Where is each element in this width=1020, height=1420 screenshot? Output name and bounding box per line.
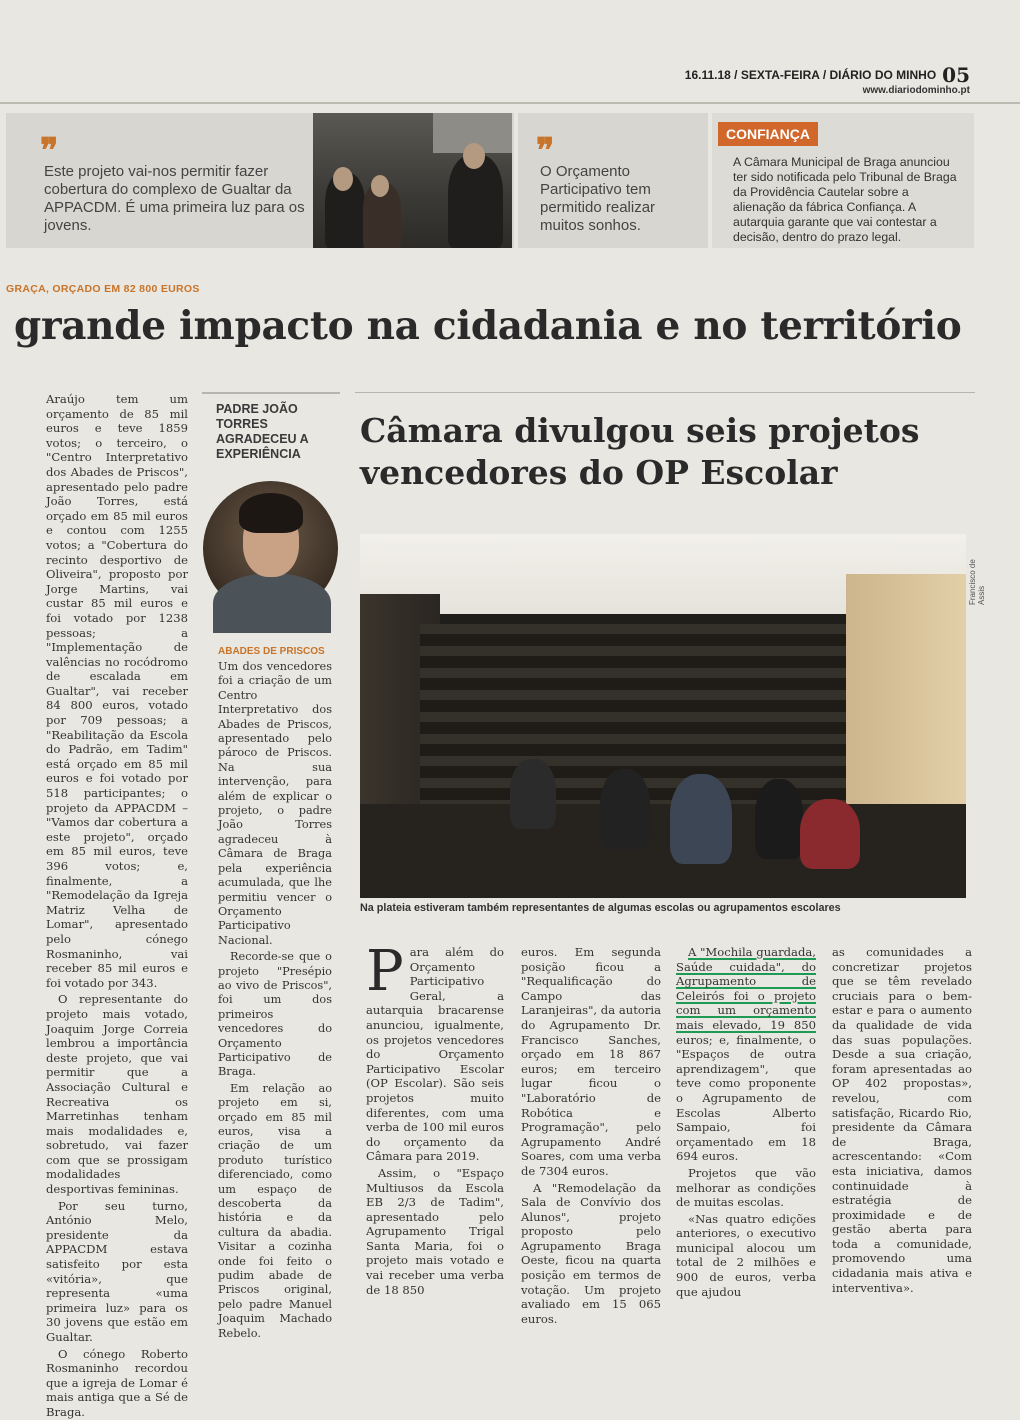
page-number: 05 (942, 63, 970, 87)
photo-credit: Francisco de Assis (968, 559, 986, 605)
article-column-2 (521, 945, 661, 1326)
portrait-body-shape (213, 573, 331, 633)
left-column-paragraph: Araújo tem um orçamento de 85 mil euros e teve 1859 votos; o terceiro, o "Centro Interpretativo dos Abades de Priscos", apresentado pelo padre João Torres, está orçado em 85 mil euros e contou com 1255 votos; a "Cobertura do recinto desportivo de Oliveira", proposto por Jorge Martins, vai custar 85 mil euros e foi votado por 1238 pessoas; a "Implementação de valências no rocódromo de escalada em Gualtar", vai receber 84 800 euros, votado por 709 pessoas; a "Reabilitação da Escola do Padrão, em Tadim" está orçado em 85 mil euros e foi votado por 518 participantes; o projeto da APPACDM – "Vamos dar cobertura a este projeto", orçado em 85 mil euros, teve 396 votos; e, finalmente, a "Remodelação da Igreja Matriz Velha de Lomar", apresentado pelo cónego Rosmaninho, vai receber 85 mil euros e foi votado por 343. (46, 392, 188, 990)
sidebar-column (218, 660, 332, 1341)
article-paragraph: Projetos que vão melhorar as condições de muitas escolas. (676, 1165, 816, 1210)
face-shape (463, 143, 485, 169)
article-paragraph: euros. Em segunda posição ficou a "Requalificação do Campo das Laranjeiras", da autoria do Agrupamento Dr. Francisco Sanches, orçado em 18 867 euros; em terceiro lugar ficou o "Laboratório de Robótica e Programação", pelo Agrupamento André Soares, com uma verba de 7304 euros. (521, 945, 662, 1178)
header-rule (0, 102, 1020, 104)
person-shape (448, 155, 503, 248)
article-rule (355, 392, 975, 393)
floor-shape (360, 804, 966, 898)
header-date: 16.11.18 / SEXTA-FEIRA / DIÁRIO DO MINHO (684, 68, 937, 82)
left-column-paragraph: O representante do projeto mais votado, Joaquim Jorge Correia lembrou a importância deste projeto, que vai permitir que a Associação Cultural e Recreativa os Marretinhas tenham mais modalidades e, sobretudo, vai fazer com que se prossigam modalidades desportivas femininas. (46, 992, 188, 1197)
sidebar-paragraph: Um dos vencedores foi a criação de um Centro Interpretativo dos Abades de Priscos, apresentado pelo pároco de Priscos. Na sua intervenção, para além de explicar o projeto, o padre João Torres agradeceu à Câmara de Braga pela experiência acumulada, que lhe permitiu vencer o Orçamento Participativo Nacional. (218, 660, 332, 947)
article-column-1 (366, 939, 504, 1297)
audience-member-shape (800, 799, 860, 869)
article-title: Câmara divulgou seis projetos vencedores do OP Escolar (360, 411, 920, 492)
left-column-paragraph: Por seu turno, António Melo, presidente da APPACDM estava satisfeito por esta «vitória», que representa «uma primeira luz» para os 30 jovens que estão em Gualtar. (46, 1198, 188, 1344)
article-paragraph: Assim, o "Espaço Multiusos da Escola EB 2/3 de Tadim", apresentado pelo Agrupamento Trigal Santa Maria, foi o projeto mais votado e vai receber uma verba de 18 850 (366, 1165, 504, 1297)
site-url[interactable]: www.diariodominho.pt (862, 85, 970, 96)
article-paragraph: A "Remodelação da Sala de Convívio dos Alunos", projeto proposto pelo Agrupamento Braga Oeste, ficou na quarta posição em termos de votação. Um projeto avaliado em 15 065 euros. (521, 1180, 661, 1326)
article-paragraph: «Nas quatro edições anteriores, o executivo municipal alocou um total de 2 milhões e 900 de euros, verba que ajudou (676, 1211, 816, 1299)
article-paragraph: ara além do Orçamento Participativo Geral, a autarquia bracarense anunciou, igualmente, os projetos vencedores do Orçamento Participativo Escolar (OP Escolar). São seis projetos muito diferentes, com uma verba de 100 mil euros do orçamento da Câmara para 2019. (366, 945, 504, 1164)
sidebar-heading: PADRE JOÃO TORRES AGRADECEU A EXPERIÊNCIA (216, 402, 309, 461)
quote-mark-icon: ❞ (536, 131, 555, 171)
photo-caption: Na plateia estiveram também representantes de algumas escolas ou agrupamentos escolares (360, 902, 841, 914)
sidebar-sub-label: ABADES DE PRISCOS (218, 646, 325, 657)
left-column-paragraph: O cónego Roberto Rosmaninho recordou que a igreja de Lomar é mais antiga que a Sé de Braga. (46, 1346, 188, 1419)
article-column-3 (676, 945, 816, 1299)
page-headline: grande impacto na cidadania e no território (14, 303, 962, 349)
article-column-4 (832, 945, 972, 1295)
sidebar-paragraph: Em relação ao projeto em si, orçado em 85 mil euros, visa a criação de um produto turístico diferenciado, como um espaço de descoberta da história e da cultura da abadia. Visitar a cozinha onde foi feito o pudim abade de Priscos original, pelo padre Manuel Joaquim Machado Rebelo. (218, 1081, 332, 1340)
quote-mark-icon: ❞ (40, 131, 59, 171)
sidebar-rule (202, 392, 340, 394)
portrait-photo (203, 481, 338, 616)
audience-member-shape (510, 759, 556, 829)
portrait-hair-shape (239, 493, 303, 533)
quote-text-left: Este projeto vai-nos permitir fazer cobertura do complexo de Gualtar da APPACDM. É uma primeira luz para os jovens. (44, 163, 305, 234)
section-label: GRAÇA, ORÇADO EM 82 800 EUROS (6, 283, 200, 295)
audience-member-shape (755, 779, 803, 859)
event-photo-top (313, 113, 512, 248)
highlighted-text: A "Mochila guardada, Saúde cuidada", do Agrupamento de Celeirós foi o projeto com um orçamento mais elevado, 19 850 (676, 945, 816, 1032)
confianca-text: A Câmara Municipal de Braga anunciou ter sido notificada pelo Tribunal de Braga da Providência Cautelar sobre a alienação da fábrica Confiança. A autarquia garante que vai contestar a decisão, dentro do prazo legal. (733, 155, 957, 244)
dropcap: P (366, 939, 404, 1004)
face-shape (371, 175, 389, 197)
face-shape (333, 167, 353, 191)
article-paragraph: as comunidades a concretizar projetos que se têm revelado cruciais para o bem-estar e para o aumento da qualidade de vida das suas populações. Desde a sua criação, foram apresentadas ao OP 402 propostas», revelou, com satisfação, Ricardo Rio, presidente da Câmara de Braga, acrescentando: «Com esta iniciativa, damos continuidade à estratégia de proximidade e de gestão aberta para toda a comunidade, promovendo uma cidadania mais ativa e interventiva». (832, 945, 972, 1295)
quote-text-middle: O Orçamento Participativo tem permitido realizar muitos sonhos. (540, 163, 656, 234)
article-paragraph: euros; e, finalmente, o "Espaços de outra aprendizagem", que teve como proponente o Agrupamento de Escolas Alberto Sampaio, foi orçamentado em 18 694 euros. (676, 1032, 816, 1164)
sidebar-paragraph: Recorde-se que o projeto "Presépio ao vivo de Priscos", foi um dos primeiros vencedores do Orçamento Participativo de Braga. (218, 950, 332, 1079)
header-date-line (600, 63, 970, 87)
audience-member-shape (600, 769, 650, 849)
confianca-tag: CONFIANÇA (718, 122, 818, 146)
auditorium-photo (360, 534, 966, 898)
audience-member-shape (670, 774, 732, 864)
left-column (46, 392, 188, 1420)
